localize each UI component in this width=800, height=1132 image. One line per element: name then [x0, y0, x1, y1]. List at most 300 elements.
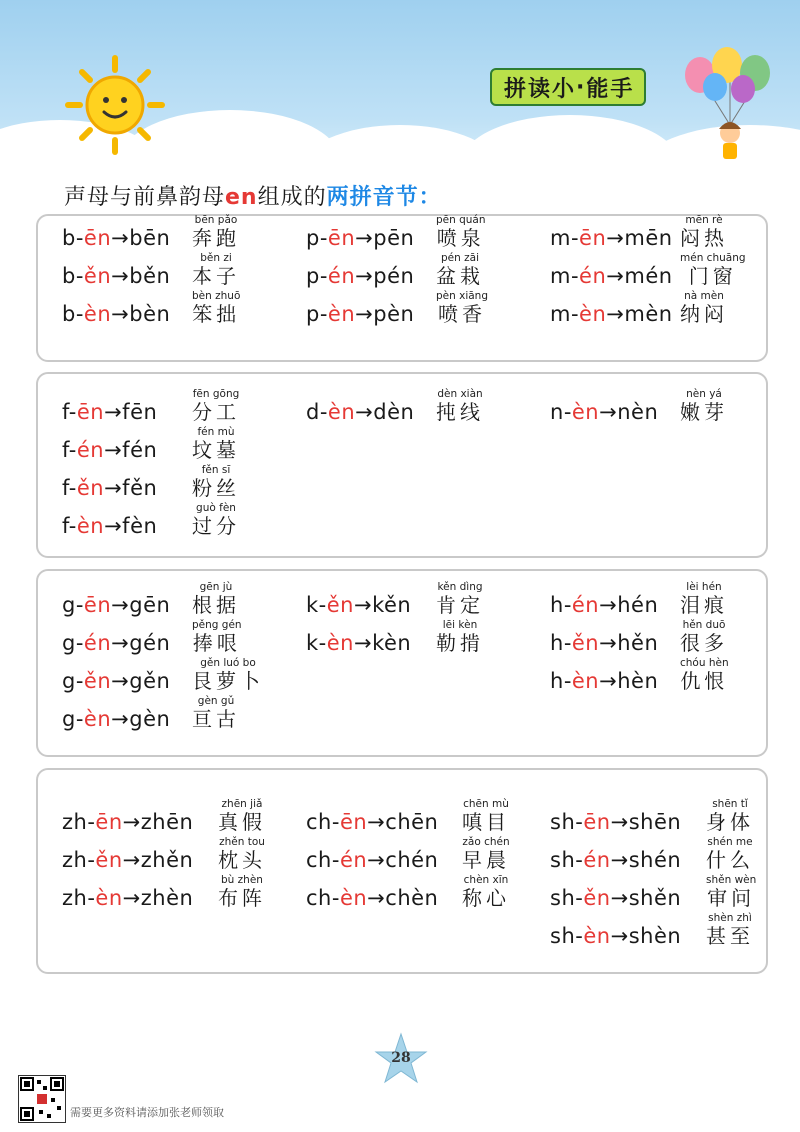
word-pinyin: pēn quán: [436, 214, 486, 226]
hyphen: -: [319, 400, 328, 424]
initial: ch: [306, 886, 332, 910]
syllable-entry: [550, 832, 786, 872]
arrow-icon: →: [599, 593, 618, 617]
word-hanzi: 盆栽: [436, 264, 484, 288]
hyphen: -: [318, 631, 327, 655]
spelling: [62, 438, 157, 462]
spelling: [550, 810, 681, 834]
result-syllable: shěn: [628, 886, 682, 910]
initial: b: [62, 226, 76, 250]
example-word: [192, 502, 240, 538]
initial: f: [62, 476, 69, 500]
hyphen: -: [570, 264, 580, 288]
syllable-entry: [62, 286, 298, 326]
initial: n: [550, 400, 564, 424]
word-pinyin: bèn zhuō: [192, 290, 241, 302]
word-pinyin: fěn sī: [201, 464, 231, 476]
syllable-entry: [550, 870, 786, 910]
hyphen: -: [563, 669, 572, 693]
initial: g: [62, 669, 76, 693]
word-hanzi: 扽线: [436, 400, 484, 424]
word-hanzi: 捧哏: [192, 631, 241, 655]
word-hanzi: 真假: [218, 810, 266, 834]
initial: zh: [62, 848, 88, 872]
spelling: [550, 924, 681, 948]
result-syllable: mèn: [624, 302, 673, 326]
arrow-icon: →: [111, 226, 130, 250]
word-pinyin: bēn pǎo: [194, 214, 238, 226]
page-number: 28: [391, 1050, 411, 1066]
example-word: [192, 290, 240, 326]
word-hanzi: 肯定: [436, 593, 484, 617]
result-syllable: bēn: [129, 226, 171, 250]
initial: zh: [62, 810, 88, 834]
final: èn: [571, 669, 600, 693]
syllable-entry: [550, 248, 786, 288]
example-word: [680, 581, 728, 617]
example-word: [680, 252, 746, 288]
example-word: [680, 619, 728, 655]
word-pinyin: dèn xiàn: [437, 388, 483, 400]
arrow-icon: →: [111, 264, 130, 288]
result-syllable: fěn: [122, 476, 158, 500]
arrow-icon: →: [610, 924, 629, 948]
syllable-entry: [62, 691, 298, 731]
result-syllable: zhèn: [140, 886, 194, 910]
syllable-entry: [550, 577, 786, 617]
hyphen: -: [575, 924, 584, 948]
initial: b: [62, 302, 76, 326]
hyphen: -: [75, 631, 84, 655]
hyphen: -: [75, 669, 84, 693]
word-hanzi: 泪痕: [680, 593, 728, 617]
word-pinyin: zhēn jiǎ: [221, 798, 263, 810]
word-hanzi: 审问: [707, 886, 756, 910]
example-word: [192, 426, 240, 462]
result-syllable: fēn: [122, 400, 158, 424]
syllable-entry: [550, 384, 786, 424]
qr-code-icon: [18, 1075, 66, 1123]
hyphen: -: [68, 476, 77, 500]
initial: p: [306, 226, 320, 250]
heading-text: 组成的: [257, 185, 327, 210]
initial: h: [550, 669, 564, 693]
word-hanzi: 喷香: [438, 302, 486, 326]
page-heading: [64, 180, 442, 211]
syllable-entry: [550, 653, 786, 693]
word-hanzi: 艮萝卜: [192, 669, 264, 693]
initial: g: [62, 593, 76, 617]
hyphen: -: [331, 886, 340, 910]
arrow-icon: →: [104, 476, 123, 500]
spelling: [62, 226, 170, 250]
arrow-icon: →: [355, 226, 374, 250]
word-pinyin: fén mù: [197, 426, 235, 438]
title-char: 小: [552, 76, 575, 102]
initial: f: [62, 438, 69, 462]
final: ěn: [76, 476, 105, 500]
word-hanzi: 布阵: [218, 886, 266, 910]
example-word: [436, 388, 484, 424]
hyphen: -: [575, 886, 584, 910]
syllable-panel-2: [36, 372, 768, 558]
result-syllable: mēn: [624, 226, 673, 250]
example-word: [192, 619, 242, 655]
hyphen: -: [563, 593, 572, 617]
syllable-entry: [306, 384, 542, 424]
arrow-icon: →: [122, 810, 141, 834]
final: én: [83, 631, 112, 655]
initial: h: [550, 593, 564, 617]
word-pinyin: chèn xīn: [463, 874, 509, 886]
result-syllable: dèn: [373, 400, 415, 424]
syllable-entry: [62, 615, 298, 655]
example-word: [680, 657, 729, 693]
example-word: [192, 695, 240, 731]
spelling: [62, 810, 193, 834]
word-pinyin: bù zhèn: [221, 874, 263, 886]
word-hanzi: 本子: [192, 264, 240, 288]
word-pinyin: kěn dìng: [437, 581, 483, 593]
final: èn: [327, 302, 356, 326]
syllable-entry: [62, 653, 298, 693]
initial: f: [62, 514, 69, 538]
result-syllable: shén: [628, 848, 682, 872]
word-pinyin: běn zi: [200, 252, 232, 264]
spelling: [550, 400, 658, 424]
syllable-entry: [62, 870, 298, 910]
hyphen: -: [570, 302, 580, 326]
word-pinyin: nà mèn: [684, 290, 724, 302]
result-syllable: fén: [122, 438, 158, 462]
final: èn: [326, 631, 354, 655]
hyphen: -: [563, 400, 572, 424]
result-syllable: gèn: [129, 707, 171, 731]
arrow-icon: →: [367, 848, 386, 872]
final: èn: [339, 886, 368, 910]
header-banner: [0, 0, 800, 170]
hyphen: -: [87, 886, 96, 910]
syllable-entry: [550, 210, 786, 250]
example-word: [462, 874, 510, 910]
hyphen: -: [563, 631, 572, 655]
spelling: [62, 476, 157, 500]
result-syllable: nèn: [617, 400, 659, 424]
final: èn: [583, 924, 611, 948]
final: ěn: [571, 631, 600, 655]
word-hanzi: 早晨: [462, 848, 510, 872]
spelling: [550, 302, 673, 326]
word-hanzi: 闷热: [680, 226, 728, 250]
spelling: [306, 593, 411, 617]
arrow-icon: →: [111, 631, 130, 655]
result-syllable: chēn: [385, 810, 439, 834]
word-pinyin: lèi hén: [686, 581, 722, 593]
result-syllable: kěn: [372, 593, 412, 617]
hyphen: -: [331, 810, 340, 834]
final: ěn: [326, 593, 354, 617]
initial: m: [550, 226, 571, 250]
spelling: [62, 264, 170, 288]
initial: sh: [550, 924, 576, 948]
example-word: [218, 874, 266, 910]
hyphen: -: [319, 264, 328, 288]
hyphen: -: [75, 707, 84, 731]
hyphen: -: [318, 593, 327, 617]
result-syllable: pèn: [373, 302, 415, 326]
initial: ch: [306, 810, 332, 834]
final: én: [571, 593, 600, 617]
word-pinyin: guò fèn: [196, 502, 236, 514]
syllable-entry: [306, 832, 542, 872]
heading-text: 声母与前鼻韵母: [64, 185, 226, 210]
initial: p: [306, 264, 320, 288]
initial: d: [306, 400, 320, 424]
result-syllable: kèn: [372, 631, 412, 655]
syllable-entry: [62, 248, 298, 288]
result-syllable: chén: [385, 848, 439, 872]
spelling: [550, 226, 673, 250]
arrow-icon: →: [367, 810, 386, 834]
word-pinyin: shèn zhì: [708, 912, 752, 924]
result-syllable: pén: [373, 264, 415, 288]
spelling: [306, 848, 438, 872]
heading-accent: en: [225, 185, 258, 210]
word-pinyin: hěn duō: [682, 619, 726, 631]
word-pinyin: mēn rè: [685, 214, 723, 226]
final: èn: [76, 514, 105, 538]
word-hanzi: 过分: [192, 514, 240, 538]
final: ěn: [83, 669, 112, 693]
arrow-icon: →: [599, 631, 618, 655]
word-pinyin: chēn mù: [463, 798, 509, 810]
arrow-icon: →: [353, 631, 373, 655]
spelling: [62, 848, 193, 872]
word-hanzi: 嗔目: [462, 810, 510, 834]
spelling: [306, 264, 414, 288]
spelling: [62, 593, 170, 617]
syllable-entry: [550, 286, 786, 326]
spelling: [550, 886, 681, 910]
example-word: [436, 290, 488, 326]
syllable-entry: [306, 210, 542, 250]
example-word: [192, 464, 240, 500]
word-pinyin: gèn gǔ: [197, 695, 235, 707]
example-word: [680, 214, 728, 250]
final: èn: [327, 400, 356, 424]
result-syllable: gēn: [129, 593, 171, 617]
syllable-panel-1: [36, 214, 768, 362]
footer-note: 需要更多资料请添加张老师领取: [70, 1106, 224, 1119]
syllable-entry: [550, 908, 786, 948]
example-word: [218, 836, 266, 872]
example-word: [218, 798, 266, 834]
word-hanzi: 嫩芽: [680, 400, 728, 424]
arrow-icon: →: [606, 264, 625, 288]
heading-emphasis: 两拼音节: [326, 185, 419, 210]
spelling: [306, 810, 438, 834]
word-hanzi: 枕头: [218, 848, 266, 872]
hyphen: -: [75, 226, 84, 250]
spelling: [306, 886, 438, 910]
final: ěn: [583, 886, 611, 910]
syllable-panel-4: [36, 768, 768, 974]
word-hanzi: 笨拙: [192, 302, 241, 326]
arrow-icon: →: [606, 226, 625, 250]
syllable-entry: [62, 460, 298, 500]
example-word: [192, 388, 240, 424]
initial: sh: [550, 810, 576, 834]
word-pinyin: nèn yá: [686, 388, 722, 400]
hyphen: -: [570, 226, 580, 250]
final: èn: [95, 886, 123, 910]
hyphen: -: [87, 848, 96, 872]
syllable-entry: [550, 794, 786, 834]
example-word: [192, 214, 240, 250]
spelling: [306, 400, 414, 424]
final: én: [327, 264, 356, 288]
balloons-girl-icon: [675, 45, 785, 165]
word-hanzi: 勒掯: [436, 631, 484, 655]
initial: g: [62, 631, 76, 655]
spelling: [62, 631, 170, 655]
word-hanzi: 纳闷: [680, 302, 728, 326]
spelling: [62, 669, 170, 693]
syllable-entry: [306, 286, 542, 326]
title-char: 读: [528, 76, 551, 102]
arrow-icon: →: [610, 848, 629, 872]
spelling: [62, 707, 170, 731]
spelling: [62, 302, 170, 326]
hyphen: -: [75, 593, 84, 617]
arrow-icon: →: [122, 886, 141, 910]
syllable-entry: [62, 498, 298, 538]
hyphen: -: [75, 302, 84, 326]
initial: k: [306, 593, 319, 617]
example-word: [680, 290, 728, 326]
spelling: [550, 593, 658, 617]
final: ēn: [95, 810, 123, 834]
word-hanzi: 称心: [462, 886, 510, 910]
word-pinyin: pěng gén: [192, 619, 242, 631]
sun-icon: [60, 50, 170, 160]
word-hanzi: 奔跑: [192, 226, 240, 250]
word-hanzi: 坟墓: [192, 438, 240, 462]
hyphen: -: [68, 514, 77, 538]
arrow-icon: →: [353, 593, 373, 617]
spelling: [550, 631, 658, 655]
example-word: [706, 798, 754, 834]
hyphen: -: [68, 400, 77, 424]
initial: ch: [306, 848, 332, 872]
syllable-panel-3: [36, 569, 768, 757]
final: én: [76, 438, 105, 462]
word-pinyin: mén chuāng: [680, 252, 746, 264]
arrow-icon: →: [104, 438, 123, 462]
final: ěn: [95, 848, 123, 872]
word-pinyin: gēn jù: [199, 581, 233, 593]
final: èn: [571, 400, 600, 424]
spelling: [550, 264, 673, 288]
arrow-icon: →: [599, 669, 618, 693]
syllable-entry: [62, 210, 298, 250]
syllable-entry: [62, 422, 298, 462]
arrow-icon: →: [610, 886, 629, 910]
example-word: [436, 581, 484, 617]
arrow-icon: →: [111, 593, 130, 617]
word-pinyin: zǎo chén: [462, 836, 510, 848]
example-word: [192, 581, 240, 617]
arrow-icon: →: [355, 400, 374, 424]
example-word: [192, 252, 240, 288]
result-syllable: hèn: [617, 669, 659, 693]
spelling: [306, 302, 414, 326]
hyphen: -: [319, 226, 328, 250]
result-syllable: hěn: [617, 631, 659, 655]
initial: k: [306, 631, 319, 655]
arrow-icon: →: [599, 400, 618, 424]
syllable-entry: [62, 794, 298, 834]
hyphen: -: [75, 264, 84, 288]
syllable-entry: [62, 832, 298, 872]
word-hanzi: 甚至: [706, 924, 754, 948]
initial: f: [62, 400, 69, 424]
example-word: [462, 836, 510, 872]
title-char: 能: [586, 76, 609, 102]
final: én: [339, 848, 368, 872]
word-hanzi: 喷泉: [436, 226, 485, 250]
example-word: [192, 657, 264, 693]
result-syllable: zhěn: [140, 848, 194, 872]
final: èn: [83, 302, 112, 326]
syllable-entry: [306, 577, 542, 617]
hyphen: -: [331, 848, 340, 872]
heading-colon: ：: [418, 185, 442, 210]
syllable-entry: [306, 794, 542, 834]
initial: m: [550, 264, 571, 288]
final: ēn: [339, 810, 368, 834]
initial: m: [550, 302, 571, 326]
arrow-icon: →: [111, 302, 130, 326]
result-syllable: fèn: [122, 514, 158, 538]
final: ēn: [83, 226, 112, 250]
initial: b: [62, 264, 76, 288]
word-hanzi: 分工: [192, 400, 240, 424]
result-syllable: běn: [129, 264, 171, 288]
word-pinyin: gěn luó bo: [200, 657, 256, 669]
example-word: [462, 798, 510, 834]
arrow-icon: →: [111, 707, 130, 731]
hyphen: -: [68, 438, 77, 462]
word-hanzi: 很多: [680, 631, 728, 655]
arrow-icon: →: [104, 400, 123, 424]
word-pinyin: shén me: [707, 836, 753, 848]
word-pinyin: fēn gōng: [192, 388, 240, 400]
word-pinyin: chóu hèn: [680, 657, 729, 669]
hyphen: -: [575, 848, 584, 872]
result-syllable: hén: [617, 593, 659, 617]
word-pinyin: shěn wèn: [706, 874, 757, 886]
arrow-icon: →: [104, 514, 123, 538]
final: èn: [579, 302, 607, 326]
result-syllable: zhēn: [140, 810, 194, 834]
spelling: [62, 514, 157, 538]
arrow-icon: →: [111, 669, 130, 693]
title-char: 拼: [504, 76, 527, 102]
section-title-badge: [490, 68, 646, 106]
final: ēn: [327, 226, 356, 250]
result-syllable: gén: [129, 631, 171, 655]
